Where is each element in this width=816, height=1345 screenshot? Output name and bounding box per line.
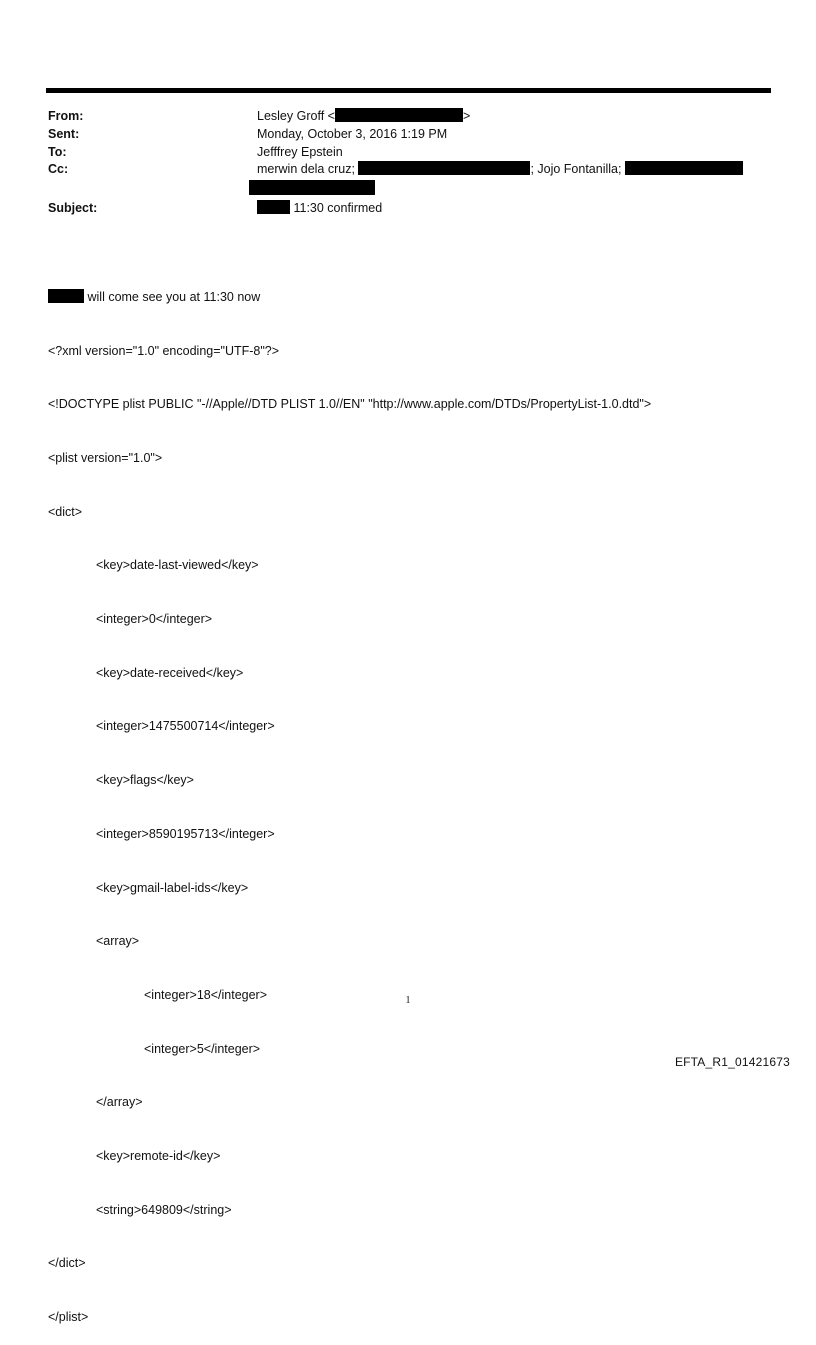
xml-line: <integer>0</integer>	[96, 612, 213, 627]
email-body	[48, 253, 651, 1345]
to-label: To:	[48, 145, 67, 159]
xml-line: <key>date-received</key>	[96, 665, 244, 680]
xml-line: <key>date-last-viewed</key>	[96, 558, 259, 573]
header-rule	[46, 88, 771, 93]
sent-value: Monday, October 3, 2016 1:19 PM	[257, 127, 448, 141]
redaction-box	[358, 161, 530, 175]
body-first-line	[48, 289, 651, 307]
xml-line: </plist>	[48, 1310, 89, 1325]
xml-line: <!DOCTYPE plist PUBLIC "-//Apple//DTD PLIST 1.0//EN" "http://www.apple.com/DTDs/PropertyList-1.0.dtd">	[48, 397, 652, 412]
cc-part1: merwin dela cruz;	[257, 162, 359, 176]
xml-line: <key>gmail-label-ids</key>	[96, 880, 249, 895]
body-first-text: will come see you at 11:30 now	[87, 289, 261, 304]
xml-line: <integer>1475500714</integer>	[96, 719, 275, 734]
xml-line: <integer>5</integer>	[144, 1041, 261, 1056]
from-value	[257, 108, 470, 125]
bates-number: EFTA_R1_01421673	[674, 1055, 790, 1069]
from-label: From:	[48, 109, 84, 123]
redaction-box	[48, 289, 84, 303]
xml-line: <integer>8590195713</integer>	[96, 826, 275, 841]
xml-line: <key>remote-id</key>	[96, 1149, 221, 1164]
xml-line: <dict>	[48, 504, 83, 519]
xml-line: </dict>	[48, 1256, 86, 1271]
cc-part2: ; Jojo Fontanilla;	[530, 162, 625, 176]
xml-line: <integer>18</integer>	[144, 987, 268, 1002]
from-close: >	[462, 109, 471, 123]
subject-label: Subject:	[48, 201, 98, 215]
from-name: Lesley Groff <	[257, 109, 335, 123]
xml-line: <array>	[96, 934, 140, 949]
page-number: 1	[405, 995, 411, 1006]
xml-line: </array>	[96, 1095, 143, 1110]
subject-text: 11:30 confirmed	[293, 201, 383, 215]
xml-line: <plist version="1.0">	[48, 450, 163, 465]
cc-label: Cc:	[48, 162, 69, 176]
redaction-box	[257, 200, 290, 214]
to-value: Jefffrey Epstein	[257, 145, 343, 159]
redaction-box	[335, 108, 463, 122]
cc-value	[257, 161, 743, 178]
redaction-box	[249, 180, 375, 195]
sent-label: Sent:	[48, 127, 80, 141]
xml-line: <string>649809</string>	[96, 1202, 232, 1217]
subject-value	[257, 200, 382, 217]
redaction-box	[625, 161, 743, 175]
xml-line: <?xml version="1.0" encoding="UTF-8"?>	[48, 343, 280, 358]
xml-line: <key>flags</key>	[96, 773, 194, 788]
